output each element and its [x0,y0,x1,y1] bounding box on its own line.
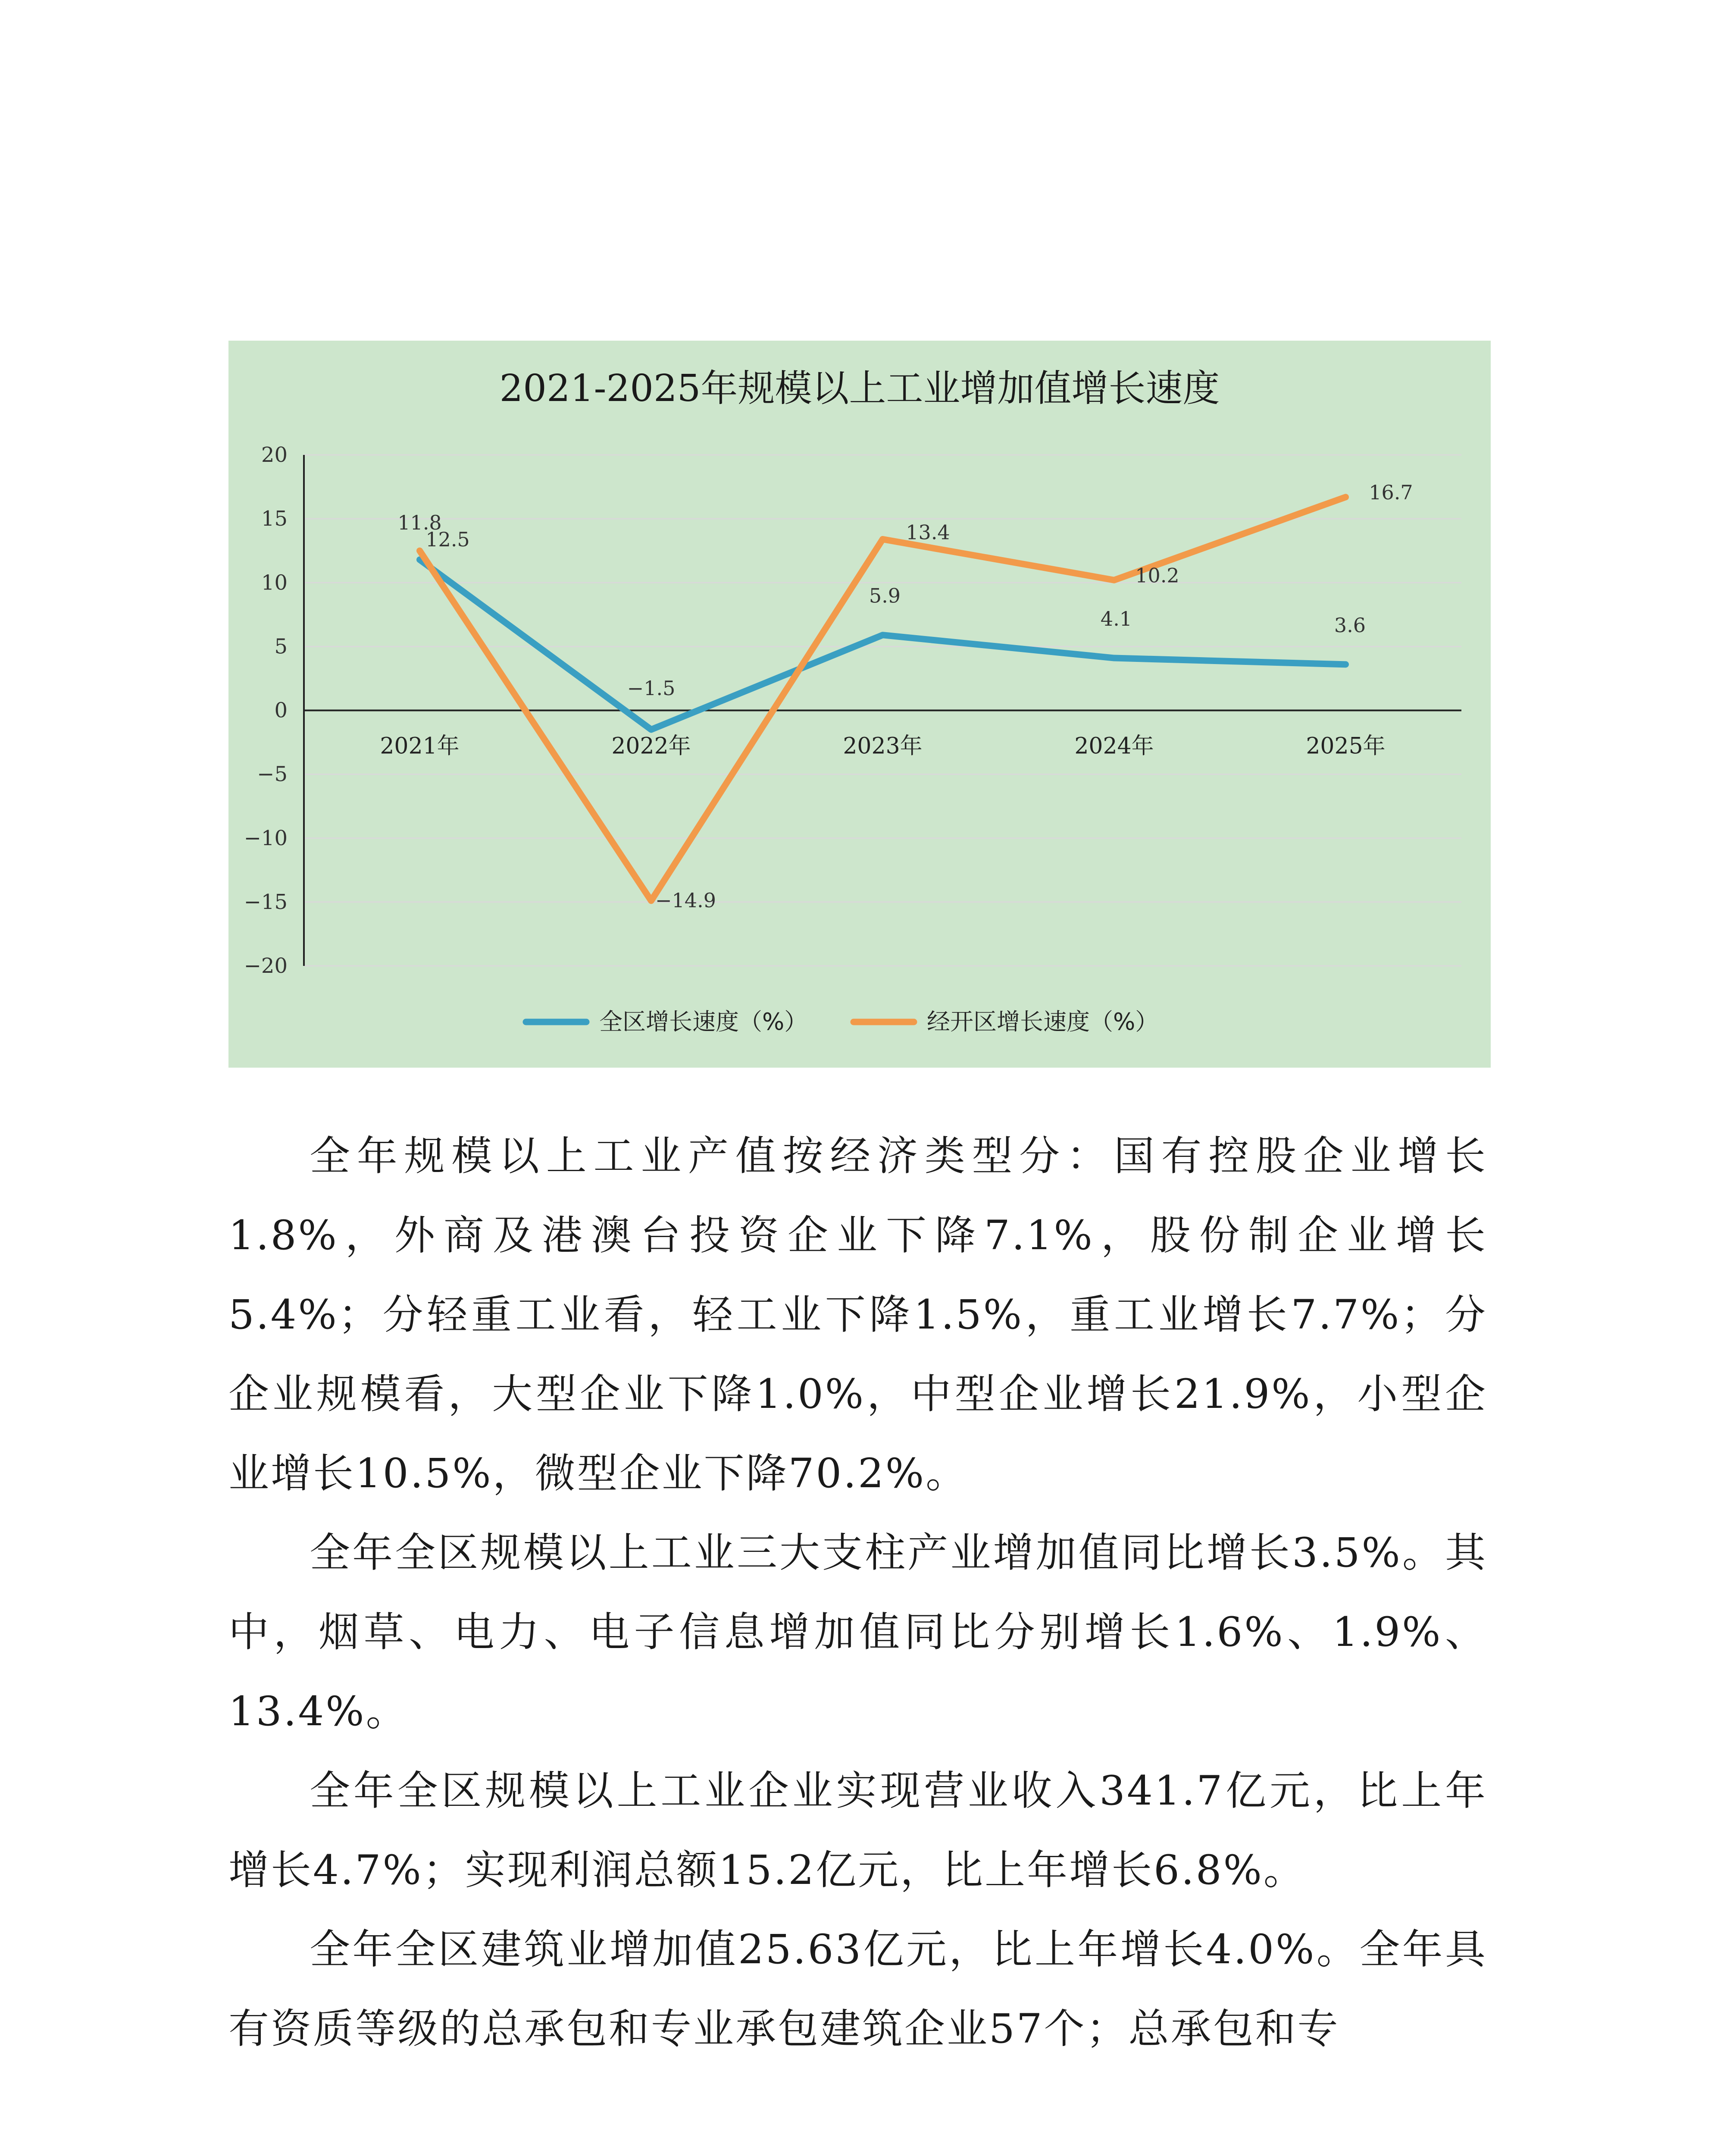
data-point [651,729,652,730]
y-tick-label: 5 [274,634,288,659]
data-point [1114,657,1115,659]
data-label: 12.5 [425,528,470,552]
y-tick-label: 0 [274,698,288,723]
data-label: −1.5 [627,676,676,700]
data-label: 3.6 [1334,613,1366,637]
data-label: 11.8 [397,511,442,534]
y-tick-label: −15 [244,890,288,914]
data-label: 10.2 [1135,564,1179,587]
x-tick-label: 2025年 [1306,733,1386,759]
paragraph-1: 全年规模以上工业产值按经济类型分：国有控股企业增长1.8%，外商及港澳台投资企业下降7.1%，股份制企业增长5.4%；分轻重工业看，轻工业下降1.5%，重工业增长7.7%；分企业规模看，大型企业下降1.0%，中型企业增长21.9%，小型企业增长10.5%，微型企业下降70.2%。 [228,1133,1487,1497]
chart-background [228,341,1491,1068]
line-chart [228,341,1491,1068]
data-point [1345,664,1347,665]
y-tick-label: −20 [244,954,288,978]
legend-label: 经开区增长速度（%） [927,1008,1159,1035]
data-point [419,559,421,561]
y-tick-label: −10 [244,826,288,850]
data-point [1345,496,1347,498]
data-label: 13.4 [906,520,950,544]
y-tick-label: 15 [261,507,288,531]
y-tick-label: 10 [261,570,288,595]
data-point [882,539,884,540]
x-tick-label: 2021年 [380,733,460,759]
paragraph-4: 全年全区建筑业增加值25.63亿元，比上年增长4.0%。全年具有资质等级的总承包和专业承包建筑企业57个；总承包和专 [228,1926,1487,2053]
y-tick-label: 20 [261,443,288,467]
data-point [1114,579,1115,581]
x-tick-label: 2022年 [611,733,691,759]
data-label: 4.1 [1100,607,1132,631]
y-tick-label: −5 [257,762,288,787]
data-label: 5.9 [869,584,901,608]
chart-title: 2021-2025年规模以上工业增加值增长速度 [499,367,1220,410]
data-point [419,550,421,552]
data-label: 16.7 [1369,480,1413,504]
data-label: −14.9 [655,888,716,912]
x-tick-label: 2023年 [843,733,923,759]
data-point [651,900,652,902]
legend-label: 全区增长速度（%） [599,1008,808,1035]
paragraph-3: 全年全区规模以上工业企业实现营业收入341.7亿元，比上年增长4.7%；实现利润总额15.2亿元，比上年增长6.8%。 [228,1767,1487,1894]
chart-panel [228,341,1491,1068]
data-point [882,634,884,636]
paragraph-2: 全年全区规模以上工业三大支柱产业增加值同比增长3.5%。其中，烟草、电力、电子信息增加值同比分别增长1.6%、1.9%、13.4%。 [228,1529,1487,1735]
x-tick-label: 2024年 [1074,733,1154,759]
